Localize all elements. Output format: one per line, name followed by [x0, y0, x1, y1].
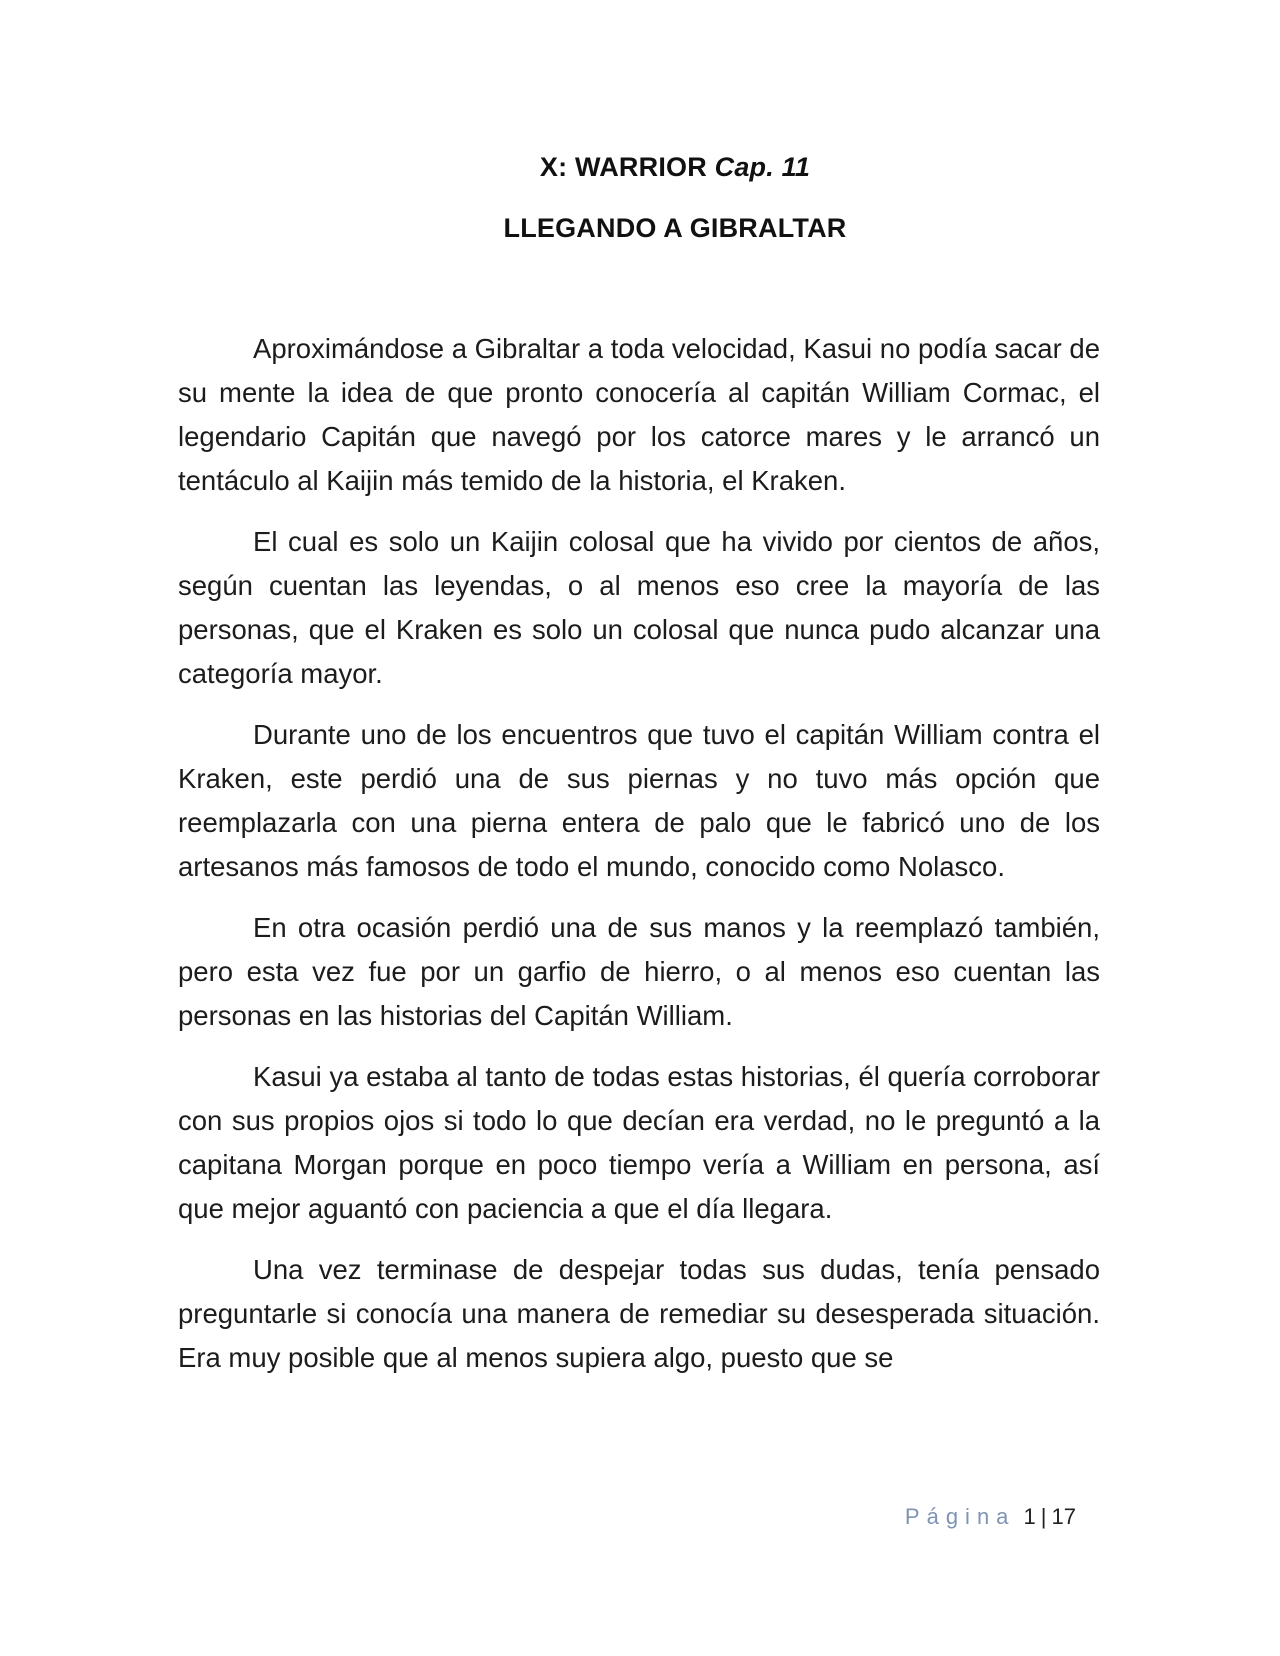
body-text	[178, 327, 1100, 1397]
paragraph: Aproximándose a Gibraltar a toda velocidad, Kasui no podía sacar de su mente la idea de que pronto conocería al capitán William Cormac, el legendario Capitán que navegó por los catorce mares y le arrancó un tentáculo al Kaijin más temido de la historia, el Kraken.	[178, 333, 1100, 496]
paragraph: En otra ocasión perdió una de sus manos y la reemplazó también, pero esta vez fue por un garfio de hierro, o al menos eso cuentan las personas en las historias del Capitán William.	[178, 912, 1100, 1031]
total-pages: 17	[1051, 1504, 1076, 1529]
page-separator: |	[1040, 1504, 1047, 1529]
page-label: Página	[904, 1504, 1016, 1529]
page-footer	[905, 1504, 1076, 1530]
chapter-number: Cap. 11	[714, 152, 811, 182]
paragraph: Kasui ya estaba al tanto de todas estas historias, él quería corroborar con sus propios ojos si todo lo que decían era verdad, no le preguntó a la capitana Morgan porque en poco tiempo vería a William en persona, así que mejor aguantó con paciencia a que el día llegara.	[178, 1061, 1100, 1224]
current-page-number: 1	[1023, 1504, 1036, 1529]
paragraph: Una vez terminase de despejar todas sus dudas, tenía pensado preguntarle si conocía una manera de remediar su desesperada situación. Era muy posible que al menos supiera algo, puesto que se	[178, 1254, 1100, 1373]
paragraph: El cual es solo un Kaijin colosal que ha vivido por cientos de años, según cuentan las leyendas, o al menos eso cree la mayoría de las personas, que el Kraken es solo un colosal que nunca pudo alcanzar una categoría mayor.	[178, 526, 1100, 689]
chapter-subtitle: LLEGANDO A GIBRALTAR	[503, 213, 847, 243]
book-title: X: WARRIOR	[539, 152, 715, 182]
chapter-title	[0, 152, 1280, 183]
paragraph: Durante uno de los encuentros que tuvo el capitán William contra el Kraken, este perdió una de sus piernas y no tuvo más opción que reemplazarla con una pierna entera de palo que le fabricó uno de los artesanos más famosos de todo el mundo, conocido como Nolasco.	[178, 719, 1100, 882]
